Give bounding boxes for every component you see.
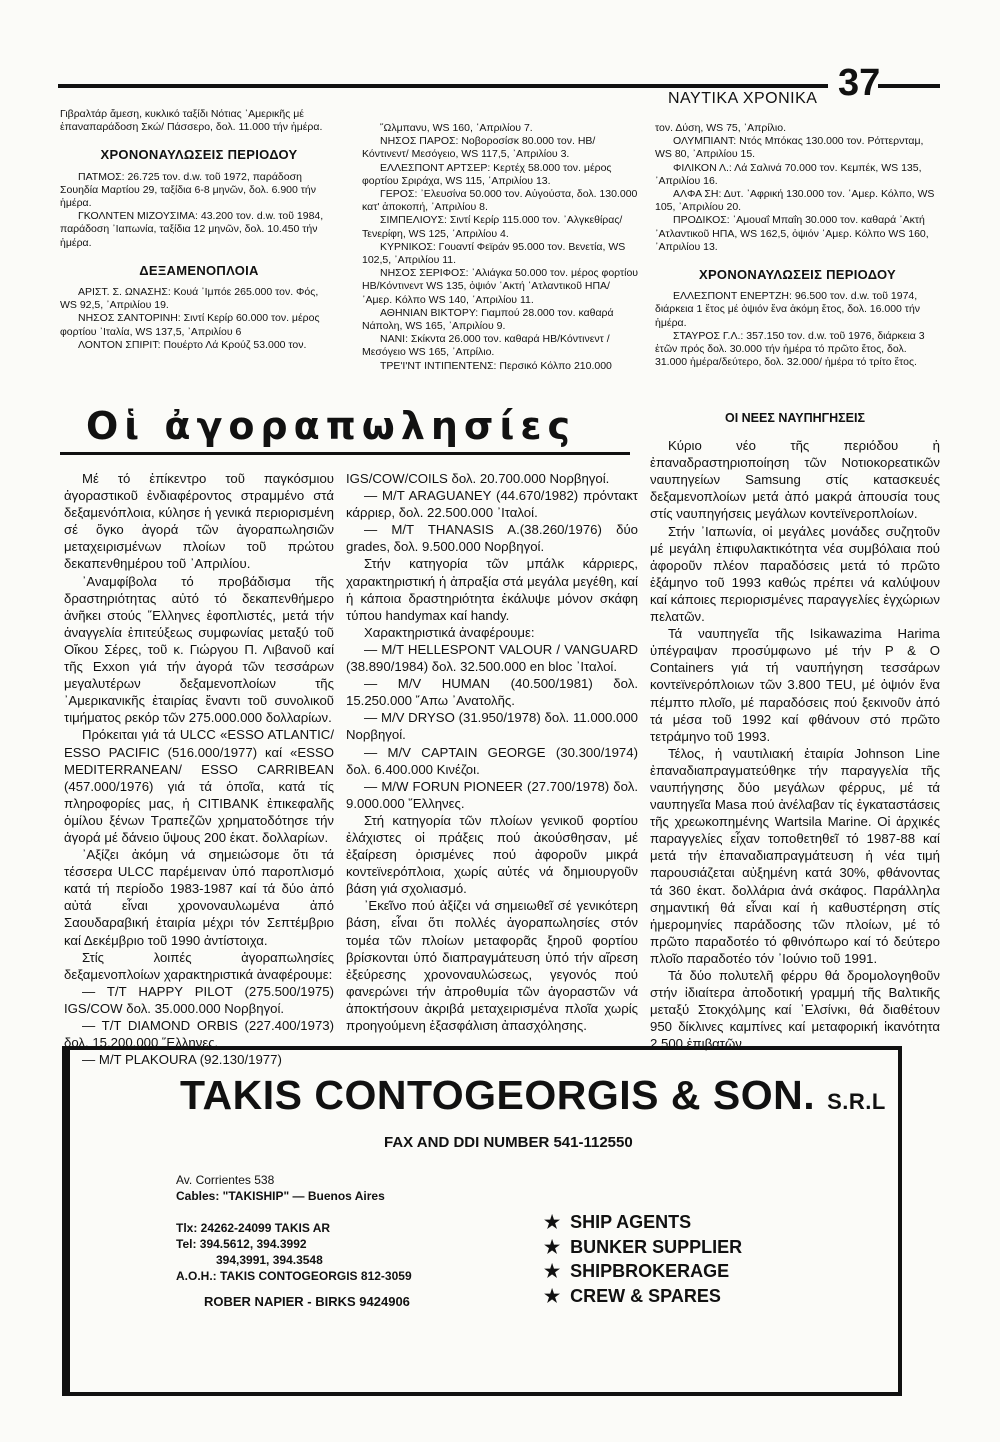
article-title: Οἱ ἀγοραπωλησίες [86, 404, 577, 448]
sale-entry: — M/V CAPTAIN GEORGE (30.300/1974) δολ. 6.400.000 Κινέζοι. [346, 744, 638, 777]
entry-text: ΛΟΝΤΟΝ ΣΠΙΡΙΤ: Πουέρτο Λά Κρούζ 53.000 τον. [78, 338, 307, 351]
ad-service-label: BUNKER SUPPLIER [570, 1236, 743, 1257]
section-heading-timecharter-2: ΧΡΟΝΟΝΑΥΛΩΣΕΙΣ ΠΕΡΙΟΔΟΥ [698, 267, 897, 283]
header-rule-right [878, 84, 940, 88]
ad-tel-1: Tel: 394.5612, 394.3992 [176, 1237, 307, 1251]
ad-service-label: SHIPBROKERAGE [570, 1261, 730, 1281]
entry-text: ΠΡΟΔΙΚΟΣ: ᾿Αμουαΐ Μπαΐη 30.000 τον. καθαρά ᾿Ακτή ᾿Ατλαντικοῦ ΗΠΑ, WS 162,5, ὀψιόν ᾿Αμερ. Κόλπο WS 160, ᾿Απριλίου 13. [655, 214, 929, 253]
article-column-1 [64, 470, 334, 1068]
ad-service-item [544, 1284, 742, 1309]
newbuilds-column [650, 410, 940, 1052]
ad-address: Av. Corrientes 538 [176, 1173, 275, 1187]
section-heading-timecharter-1: ΧΡΟΝΟΝΑΥΛΩΣΕΙΣ ΠΕΡΙΟΔΟΥ [100, 147, 298, 163]
magazine-title: ΝΑΥΤΙΚΑ ΧΡΟΝΙΚΑ [668, 90, 818, 107]
top-column-2 [362, 122, 642, 373]
article-paragraph: Πρόκειται γιά τά ULCC «ESSO ATLANTIC/ ESSO PACIFIC (516.000/1977) καί «ESSO MEDITERRANEAN/ ESSO CARRIBEAN (457.000/1976) γιά τά ὁποῖα, κατά τίς πληροφορίες μας, ἡ CITIBANK ἐπικεφαλῆς ὁμίλου ξένων Τραπεζῶν χρηματοδότησε τήν ἀγορά μέ δάνειο ὕψους 200 ἑκατ. δολλαρίων. [64, 727, 334, 845]
newbuilds-paragraph: Τέλος, ἡ ναυτιλιακή ἑταιρία Johnson Line ἐπαναδιαπραγματεύθηκε τήν παραγγελία τῆς ναυπήγησης δύο μεγάλων φέρρυς, μέ τά ναυπηγεῖα Masa πού ἀνέλαβαν τίς ἐγκαταστάσεις τῆς χρεωκοπημένης Wartsila Marine. Οἱ ἀρχικές παραγγελίες εἶχαν τοποθετηθεῖ τό 1987-88 καί μετά τήν ἐπαναδιαπραγμάτευση ἡ νέα τιμή παρουσιάζεται αὐξημένη κατά 30%, φθάνοντας τά 360 ἑκατ. δολλάρια ἀνά σκάφος. Παράλληλα σημαντική θά εἶναι καί ἡ καθυστέρηση στίς ἡμερομηνίες παράδοσης τῶν πλοίων, μέ τό πρῶτο παραδοτέο τό φθινόπωρο καί τό δεύτερο πλοῖο παραδοτέο τόν ᾿Ιούνιο τοῦ 1991. [650, 745, 940, 966]
entry-text: ΣΤΑΥΡΟΣ Γ.Λ.: 357.150 τον. d.w. τοῦ 1976, διάρκεια 3 ἐτῶν πρός δολ. 30.000 τήν ἡμέρα τό πρῶτο ἔτος, δολ. 31.000 ἡμέρα/δεύτερο, δολ. 32.000/ ἡμέρα τό τρίτο ἔτος. [655, 329, 925, 369]
entry-text: ΓΕΡΟΣ: ᾿Ελευσίνα 50.000 τον. Αὐγούστα, δολ. 130.000 κατ' ἀποκοπή, ᾿Απριλίου 8. [362, 188, 638, 214]
article-paragraph: ᾿Αναμφίβολα τό προβάδισμα τῆς δραστηριότητας αὐτό τό δεκαπενθήμερο ἀνῆκει στούς ῞Ελληνες ἐφοπλιστές, μετά τήν ἀναγγελία ἐπιτεύξεως συμφωνίας μεταξύ τοῦ Οἴκου Σέρες, τοῦ κ. Γιώργου Π. Λιβανοῦ καί τῆς Exxon γιά τήν ἀγορά τῶν τεσσάρων μεγαλυτέρων δεξαμενοπλοίων τῆς ᾿Αμερικανικῆς ἑταιρίας ἔναντι τοῦ συνολικοῦ τιμήματος ρεκόρ τῶν 275.000.000 δολλαρίων. [64, 573, 334, 726]
sale-entry: — T/T DIAMOND ORBIS (227.400/1973) δολ. 15.200.000 ῞Ελληνες. [64, 1018, 334, 1051]
article-title-rule [60, 452, 630, 455]
ad-service-label: CREW & SPARES [570, 1285, 721, 1306]
entry-text: ΑΛΦΑ ΣΗ: Δυτ. ᾿Αφρική 130.000 τον. ᾿Αμερ. Κόλπο, WS 105, ᾿Απριλίου 20. [655, 188, 935, 214]
entry-text: ΑΡΙΣΤ. Σ. ΩΝΑΣΗΣ: Κουά ᾿Ιμπόε 265.000 τον. Φός, WS 92,5, ᾿Απριλίου 19. [60, 286, 319, 312]
ad-aoh: A.O.H.: TAKIS CONTOGEORGIS 812-3059 [176, 1269, 412, 1283]
entry-text: ΝΗΣΟΣ ΣΕΡΙΦΟΣ: ᾿Αλιάγκα 50.000 τον. μέρος φορτίου ΗΒ/Κόντινεντ WS 135, ὀψιόν ᾿Ακτή ᾿Ατλαντικοῦ ΗΠΑ/ ᾿Αμερ. Κόλπο WS 140, ᾿Απριλίου 11. [362, 267, 639, 306]
top-column-1 [60, 108, 338, 352]
ad-contact-block [176, 1172, 412, 1284]
top-column-3 [655, 122, 940, 369]
ad-napier: ROBER NAPIER - BIRKS 9424906 [204, 1294, 410, 1309]
ad-company-suffix: S.R.L [827, 1089, 886, 1114]
sale-entry: — M/T PLAKOURA (92.130/1977) [82, 1052, 282, 1068]
sale-entry: IGS/COW/COILS δολ. 20.700.000 Νορβηγοί. [346, 471, 610, 486]
newbuilds-paragraph: Κύριο νέο τῆς περιόδου ἡ ἐπαναδραστηριοποίηση τῶν Νοτιοκορεατικῶν ναυπηγείων Samsung στίς κατασκευές δεξαμενοπλοίων μετά ἀπό μακρά ἀπουσία τους στίς ναυπηγήσεις μεγάλων κοντεϊνεροπλοίων. [650, 438, 940, 522]
section-heading-tankers: ΔΕΞΑΜΕΝΟΠΛΟΙΑ [139, 262, 259, 278]
sale-entry: — M/V HUMAN (40.500/1981) δολ. 15.250.000 ῎Απω ᾿Ανατολῆς. [346, 676, 638, 709]
page-number: 37 [838, 62, 881, 104]
top-col1-intro: Γιβραλτάρ ἄμεση, κυκλικό ταξίδι Νότιας ᾿Αμερικῆς μέ ἐπαναπαράδοση Σκώ/ Πάσσερο, δολ. 11.000 τήν ἡμέρα. [60, 108, 323, 134]
sale-entry: — T/T HAPPY PILOT (275.500/1975) IGS/COW δολ. 35.000.000 Νορβηγοί. [64, 983, 334, 1016]
article-paragraph: Στή κατηγορία τῶν πλοίων γενικοῦ φορτίου ἐλάχιστες οἱ πράξεις πού ἀκούσθησαν, μέ ἐξαίρεση ὁρισμένες πού ἀφοροῦν μικρά κοντεϊνερόπλοια, χωρίς αὐτές νά δημιουργοῦν βάση γιά σχολιασμό. [346, 812, 638, 897]
entry-text: ῞Ωλμπανυ, WS 160, ᾿Απριλίου 7. [380, 122, 533, 134]
entry-text: ΚΥΡΝΙΚΟΣ: Γουαντί Φεϊράν 95.000 τον. Βενετία, WS 102,5, ᾿Απριλίου 11. [362, 240, 626, 267]
article-paragraph: Στίς λοιπές ἀγοραπωλησίες δεξαμενοπλοίων χαρακτηριστικά ἀναφέρουμε: [64, 949, 334, 982]
newbuilds-paragraph: Στήν ᾿Ιαπωνία, οἱ μεγάλες μονάδες συζητοῦν μέ μεγάλη ἐπιφυλακτικότητα νέα συμβόλαια πού ἀφοροῦν πλέον παραδόσεις μετά τό πρῶτο ἑξάμηνο τοῦ 1993 καθώς πρέπει νά καλύψουν καί κάποιες περιορισμένες παραγγελίες ἐγχώριων πελατῶν. [650, 523, 940, 625]
sale-entry: — M/V DRYSO (31.950/1978) δολ. 11.000.000 Νορβηγοί. [346, 710, 638, 743]
sale-entry: — M/T HELLESPONT VALOUR / VANGUARD (38.890/1984) δολ. 32.500.000 en bloc ᾿Ιταλοί. [346, 641, 638, 675]
sale-entry: — M/T THANASIS A.(38.260/1976) δύο grades, δολ. 9.500.000 Νορβηγοί. [346, 522, 638, 555]
star-icon: ★ [544, 1261, 561, 1281]
ad-tel-2: 394,3991, 394.3548 [216, 1253, 323, 1267]
ad-cables: Cables: "TAKISHIP" — Buenos Aires [176, 1189, 385, 1203]
article-paragraph: ᾿Αξίζει ἀκόμη νά σημειώσομε ὅτι τά τέσσερα ULCC παρέμειναν ὑπό παροπλισμό κατά τή περίοδο 1983-1987 καί τά δύο ἀπό αὐτά εἶναι χρονοναυλωμένα ἀπό Σαουδαραβική ἑταιρία μέχρι τόν Σεπτέμβριο καί Δεκέμβριο τοῦ 1990 ἀντίστοιχα. [64, 847, 334, 948]
ad-company-name [180, 1072, 886, 1119]
star-icon: ★ [544, 1285, 561, 1306]
entry-text: ΟΛΥΜΠΙΑΝΤ: Ντός Μπόκας 130.000 τον. Ρόττερνταμ, WS 80, ᾿Απριλίου 15. [655, 135, 924, 161]
ad-fax-number: FAX AND DDI NUMBER 541-112550 [384, 1134, 633, 1151]
ad-service-item [544, 1210, 742, 1235]
advertisement-box [62, 1046, 902, 1396]
ad-spacer [176, 1204, 412, 1220]
entry-text: ΕΛΛΕΣΠΟΝΤ ΕΝΕΡΤΖΗ: 96.500 τον. d.w. τοῦ 1974, διάρκεια 1 ἔτος μέ ὀψιόν ἕνα ἀκόμη ἔτος, δολ. 16.000 τήν ἡμέρα. [655, 290, 921, 329]
entry-text: ΣΙΜΠΕΛΙΟΥΣ: Σιντί Κερίρ 115.000 τον. ᾿Αλγκεθίρας/ Τενερίφη, WS 125, ᾿Απριλίου 4. [362, 214, 623, 240]
newbuilds-paragraph: Τά ναυπηγεῖα τῆς Isikawazima Harima ὑπέγραψαν προσύμφωνο μέ τήν P & O Containers γιά τή ναυπήγηση τεσσάρων κοντεϊνερόπλοιων τῶν 3.800 TEU, μέ ὀψιόν ἕνα πέμπτο πλοῖο, μέ παραδόσεις πού ξεκινοῦν ἀπό τά μέσα τοῦ 1992 καί φθάνουν στό πρῶτο τετράμηνο τοῦ 1993. [650, 626, 940, 744]
header-rule-left [58, 84, 828, 88]
entry-text: ΤΡΕ'Ι'ΝΤ ΙΝΤΙΠΕΝΤΕΝΣ: Περσικό Κόλπο 210.000 [380, 359, 612, 372]
entry-text: ΝΗΣΟΣ ΠΑΡΟΣ: Νοβοροσίσκ 80.000 τον. ΗΒ/Κόντινεντ/ Μεσόγειο, WS 117,5, ᾿Απριλίου 3. [362, 135, 596, 161]
entry-text: ΓΚΟΛΝΤΕΝ ΜΙΖΟΥΣΙΜΑ: 43.200 τον. d.w. τοῦ 1984, παράδοση ᾿Ιαπωνία, ταξίδια 12 μηνῶν, δολ. 10.450 τήν ἡμέρα. [60, 210, 324, 249]
ad-company: TAKIS CONTOGEORGIS & SON. [180, 1072, 816, 1118]
article-paragraph: Στήν κατηγορία τῶν μπάλκ κάρριερς, χαρακτηριστική ἡ ἀπραξία στά μεγάλα μεγέθη, καί ἡ κάποια δραστηριότητα ἐκάλυψε μόνον σκάφη τύπου handymax καί handy. [346, 556, 638, 623]
ad-service-item [544, 1235, 742, 1260]
star-icon: ★ [544, 1212, 561, 1232]
article-paragraph: Μέ τό ἐπίκεντρο τοῦ παγκόσμιου ἀγοραστικοῦ ἐνδιαφέροντος στραμμένο στά δεξαμενόπλοια, κύλησε ἡ γενικά περιορισμένη σέ ὄγκο ἀγορά τῶν ἀγοραπωλησιῶν μεταχειρισμένων πλοίων τοῦ πρώτου δεκαπενθημέρου τοῦ ᾿Απριλίου. [64, 471, 334, 572]
entry-text: τον. Δύση, WS 75, ᾿Απρίλιο. [655, 122, 786, 134]
entry-text: ΕΛΛΕΣΠΟΝΤ ΑΡΤΣΕΡ: Κερτέχ 58.000 τον. μέρος φορτίου Σριράχα, WS 115, ᾿Απριλίου 13. [362, 161, 612, 187]
sale-entry: — M/T ARAGUANEY (44.670/1982) πρόντακτ κάρριερ, δολ. 22.500.000 ᾿Ιταλοί. [346, 488, 638, 521]
newbuilds-heading: ΟΙ ΝΕΕΣ ΝΑΥΠΗΓΗΣΕΙΣ [724, 411, 865, 425]
article-column-2 [346, 470, 638, 1034]
entry-text: ΠΑΤΜΟΣ: 26.725 τον. d.w. τοῦ 1972, παράδοση Σουηδία Μαρτίου 29, ταξίδια 6-8 μηνῶν, δολ. 6.900 τήν ἡμέρα. [60, 170, 316, 210]
entry-text: ΦΙΛΙΚΟΝ Λ.: Λά Σαλινά 70.000 τον. Κεμπέκ, WS 135, ᾿Απριλίου 16. [655, 161, 922, 187]
article-paragraph: Χαρακτηριστικά ἀναφέρουμε: [364, 624, 535, 640]
entry-text: ΝΗΣΟΣ ΣΑΝΤΟΡΙΝΗ: Σιντί Κερίρ 60.000 τον. μέρος φορτίου ᾿Ιταλία, WS 137,5, ᾿Απριλίου 6 [60, 312, 320, 338]
ad-service-item [544, 1259, 742, 1284]
star-icon: ★ [544, 1236, 561, 1257]
entry-text: ΝΑΝΙ: Σκίκντα 26.000 τον. καθαρά ΗΒ/Κόντινεντ /Μεσόγειο WS 165, ᾿Απρίλιο. [362, 333, 610, 359]
ad-telex: Tlx: 24262-24099 TAKIS AR [176, 1221, 331, 1235]
article-paragraph: ᾿Εκεῖνο πού ἀξίζει νά σημειωθεῖ σέ γενικότερη βάση, εἶναι ὅτι πολλές ἀγοραπωλησίες στόν τομέα τῶν πλοίων μεταφορᾶς ξηροῦ φορτίου βρίσκονται ὑπό διαπραγμάτευση ὑπό τήν αἵρεση ἐξεύρεσης χρονοναυλώσεως, γεγονός πού φανερώνει τήν ἀπροθυμία τῶν ἀγοραστῶν νά ἀποκτήσουν ἀκριβά μεταχειρισμένα πλοῖα χωρίς προηγούμενη ἐξασφάλιση ἀπασχόλησης. [346, 898, 638, 1033]
newbuilds-paragraph: Τά δύο πολυτελῆ φέρρυ θά δρομολογηθοῦν στήν ἰδιαίτερα ἀποδοτική γραμμή τῆς Βαλτικῆς μεταξύ Στοκχόλμης καί ᾿Ελσίνκι, θά διαθέτουν 950 δίκλινες καμπίνες καί μεταφορική ἱκανότητα 2.500 ἐπιβατῶν. [650, 968, 940, 1052]
entry-text: ΑΘΗΝΙΑΝ ΒΙΚΤΟΡΥ: Γιαμπού 28.000 τον. καθαρά Νάπολη, WS 165, ᾿Απριλίου 9. [362, 306, 614, 333]
sale-entry: — M/W FORUN PIONEER (27.700/1978) δολ. 9.000.000 ῞Ελληνες. [346, 778, 638, 811]
ad-service-label: SHIP AGENTS [570, 1212, 692, 1232]
ad-services-list [544, 1210, 742, 1308]
